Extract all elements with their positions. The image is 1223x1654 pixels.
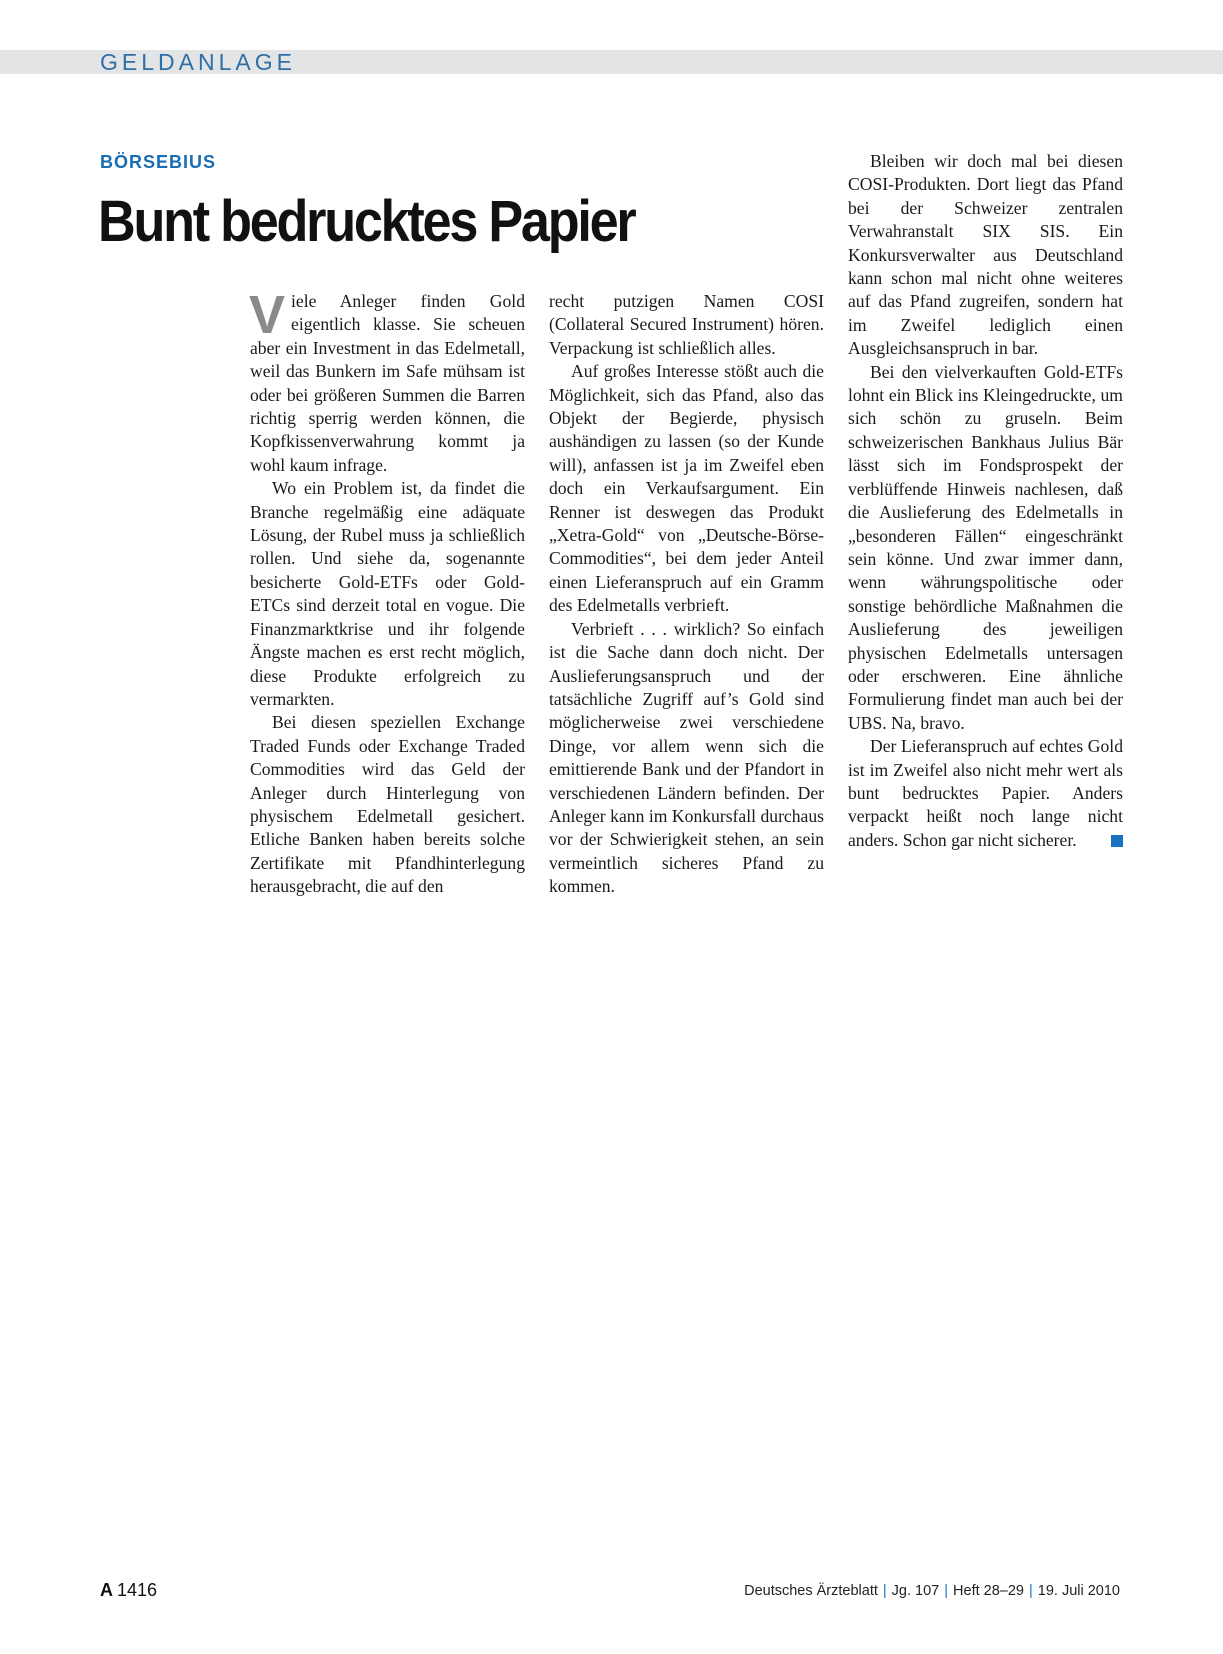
- paragraph: Auf großes Interesse stößt auch die Möglichkeit, sich das Pfand, also das Objekt der Begierde, physisch aushändigen zu lassen (so der Kunde will), anfassen ist ja im Zweifel eben doch ein Verkaufsargument. Ein Renner ist deswegen das Produkt „Xetra-Gold“ von „Deutsche-Börse-Commodities“, bei dem jeder Anteil einen Lieferanspruch auf ein Gramm des Edelmetalls verbrieft.: [549, 361, 824, 616]
- page-number: [100, 1580, 157, 1601]
- article-headline: Bunt bedrucktes Papier: [98, 189, 635, 254]
- paragraph: Bei den vielverkauften Gold-ETFs lohnt ein Blick ins Kleingedruckte, um sich schön zu gruseln. Beim schweizerischen Bankhaus Julius Bär lässt sich im Fondsprospekt der verblüffende Hinweis nachlesen, daß die Auslieferung des Edelmetalls in „besonderen Fällen“ eingeschränkt sein könne. Und zwar immer dann, wenn währungspolitische oder sonstige behördliche Maßnahmen die Auslieferung des jeweiligen physischen Edelmetalls untersagen oder erschweren. Eine ähnliche Formulierung findet man auch bei der UBS. Na, bravo.: [848, 361, 1123, 733]
- journal-date: 19. Juli 2010: [1037, 1583, 1120, 1599]
- article-column-1: [249, 285, 525, 899]
- separator: |: [944, 1583, 949, 1599]
- journal-volume: Jg. 107: [891, 1583, 940, 1599]
- article-kicker: BÖRSEBIUS: [100, 152, 217, 172]
- paragraph: Wo ein Problem ist, da findet die Branche regelmäßig eine adäquate Lösung, der Rubel muss ja schließlich rollen. Und siehe da, sogenannte besicherte Gold-ETFs oder Gold-ETCs sind derzeit total en vogue. Die Finanzmarktkrise und ihr folgende Ängste machen es erst recht möglich, diese Produkte erfolgreich zu vermarkten.: [250, 478, 525, 709]
- paragraph: recht putzigen Namen COSI (Collateral Secured Instrument) hören. Verpackung ist schließlich alles.: [549, 291, 824, 358]
- paragraph: Bleiben wir doch mal bei diesen COSI-Produkten. Dort liegt das Pfand bei der Schweizer zentralen Verwahranstalt SIX SIS. Ein Konkursverwalter aus Deutschland kann schon mal nicht ohne weiteres auf das Pfand zugreifen, sondern hat im Zweifel lediglich einen Ausgleichsanspruch in bar.: [848, 151, 1123, 359]
- paragraph: Viele Anleger finden Gold eigentlich klasse. Sie scheuen aber ein Investment in das Edelmetall, weil das Bunkern im Safe mühsam ist oder bei größeren Summen die Barren richtig sperrig werden können, die Kopfkissenverwahrung kommt ja wohl kaum infrage.: [249, 285, 525, 475]
- section-label: GELDANLAGE: [100, 49, 296, 75]
- page-number-value: 1416: [117, 1580, 158, 1600]
- page-prefix: A: [100, 1580, 113, 1600]
- separator: |: [1028, 1583, 1033, 1599]
- journal-footer: [744, 1583, 1120, 1599]
- paragraph: Verbrieft . . . wirklich? So einfach ist die Sache dann doch nicht. Der Auslieferungsanspruch und der tatsächliche Zugriff auf’s Gold sind möglicherweise zwei verschiedene Dinge, vor allem wenn sich die emittierende Bank und der Pfandort in verschiedenen Ländern befinden. Der Anleger kann im Konkursfall durchaus vor der Schwierigkeit stehen, an sein vermeintlich sicheres Pfand zu kommen.: [549, 618, 824, 897]
- separator: |: [882, 1583, 887, 1599]
- article-column-3: [848, 150, 1123, 852]
- end-of-article-icon: [1111, 835, 1123, 847]
- journal-issue: Heft 28–29: [953, 1583, 1024, 1599]
- drop-cap: V: [249, 285, 286, 345]
- journal-name: Deutsches Ärzteblatt: [744, 1583, 878, 1599]
- paragraph: Bei diesen speziellen Exchange Traded Funds oder Exchange Traded Commodities wird das Geld der Anleger durch Hinterlegung von physischem Edelmetall gesichert. Etliche Banken haben bereits solche Zertifikate mit Pfandhinterlegung herausgebracht, die auf den: [250, 712, 525, 897]
- paragraph: Der Lieferanspruch auf echtes Gold ist im Zweifel also nicht mehr wert als bunt bedrucktes Papier. Anders verpackt heißt noch lange nicht anders. Schon gar nicht sicherer.: [848, 736, 1123, 850]
- article-column-2: [549, 290, 824, 899]
